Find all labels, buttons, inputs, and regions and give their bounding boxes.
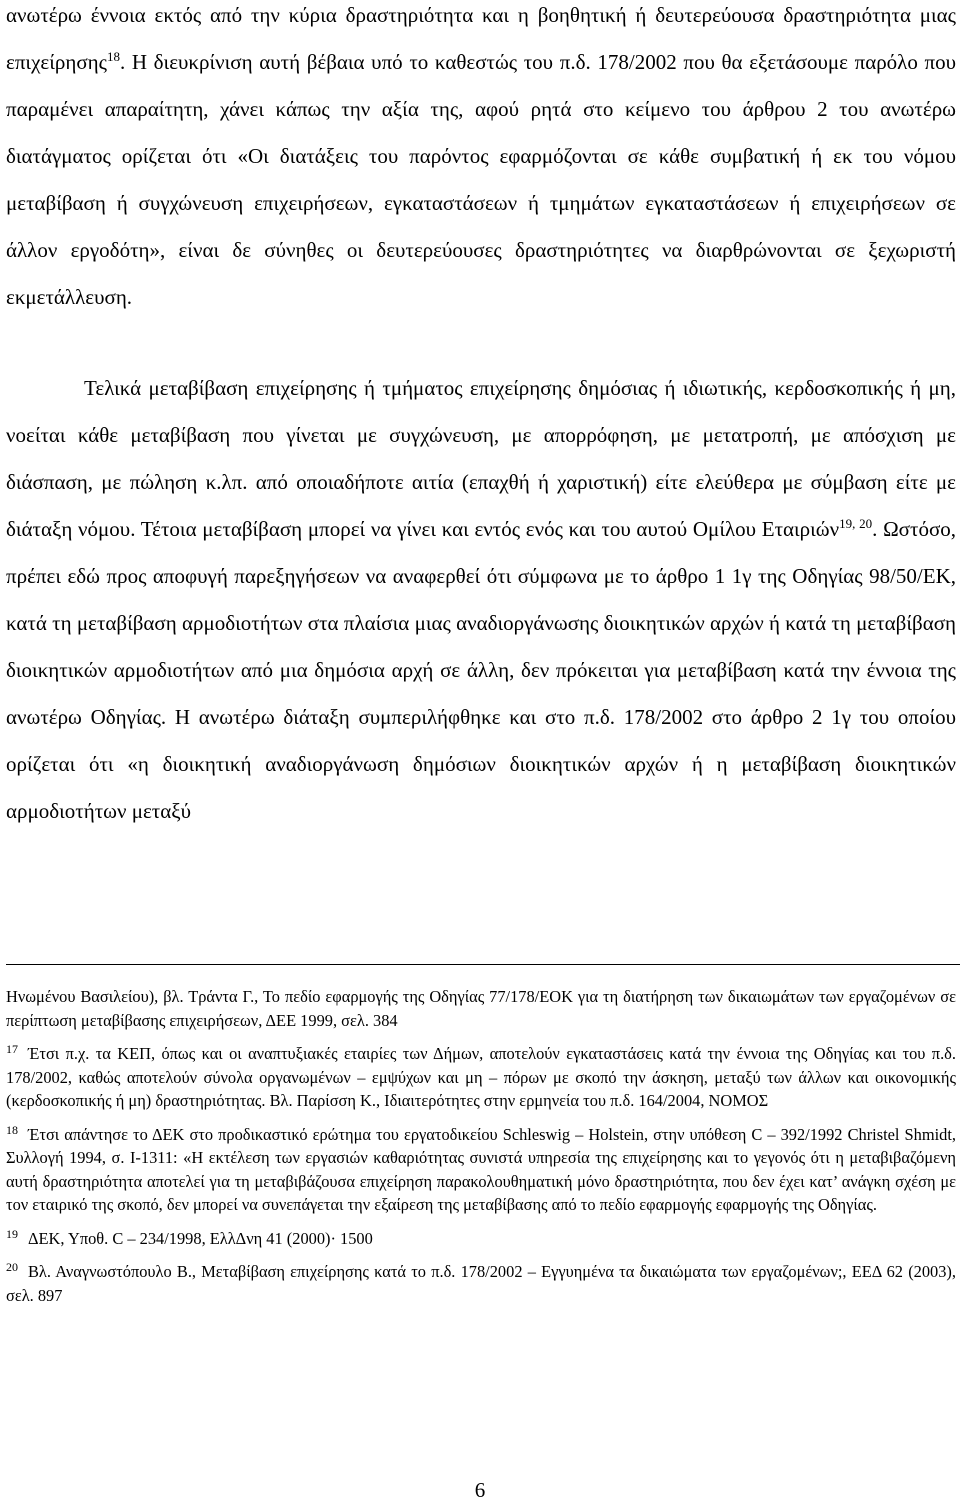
footnote xyxy=(6,1227,956,1251)
body-paragraph xyxy=(6,0,956,321)
footnotes xyxy=(6,985,956,1317)
footnote-number: 17 xyxy=(6,1042,18,1056)
body-paragraph xyxy=(6,365,956,835)
footnote-number: 20 xyxy=(6,1260,18,1274)
footnote xyxy=(6,1260,956,1307)
paragraph-text: . Ωστόσο, πρέπει εδώ προς αποφυγή παρεξηγήσεων να αναφερθεί ότι σύμφωνα με το άρθρο 1 1γ της Οδηγίας 98/50/ΕΚ, κατά τη μεταβίβαση αρμοδιοτήτων στα πλαίσια μιας αναδιοργάνωσης διοικητικών αρχών ή κατά τη μεταβίβαση διοικητικών αρμοδιοτήτων από μια δημόσια αρχή σε άλλη, δεν πρόκειται για μεταβίβαση κατά την έννοια της ανωτέρω Οδηγίας. Η ανωτέρω διάταξη συμπεριλήφθηκε και στο π.δ. 178/2002 στο άρθρο 2 1γ του οποίου ορίζεται ότι «η διοικητική αναδιοργάνωση δημόσιων διοικητικών αρχών ή η μεταβίβαση διοικητικών αρμοδιοτήτων μεταξύ xyxy=(6,517,957,823)
footnote-continued: Ηνωμένου Βασιλείου), βλ. Τράντα Γ., Το πεδίο εφαρμογής της Οδηγίας 77/178/ΕΟΚ για τη διατήρηση των δικαιωμάτων των εργαζομένων σε περίπτωση μεταβίβασης επιχειρήσεων, ΔΕΕ 1999, σελ. 384 xyxy=(6,987,956,1030)
paragraph-text: ανωτέρω έννοια εκτός από την κύρια δραστηριότητα και η βοηθητική ή δευτερεύουσα δραστηριότητα μιας επιχείρησης xyxy=(6,3,956,74)
footnote-number: 18 xyxy=(6,1122,18,1137)
footnote-reference: 18 xyxy=(106,49,120,64)
footnote-text: ΔΕΚ, Υποθ. C – 234/1998, ΕλλΔνη 41 (2000)· 1500 xyxy=(28,1228,373,1248)
paragraph-text: Τελικά μεταβίβαση επιχείρησης ή τμήματος επιχείρησης δημόσιας ή ιδιωτικής, κερδοσκοπικής ή μη, νοείται κάθε μεταβίβαση που γίνεται με συγχώνευση, με απορρόφηση, με μετατροπή, με απόσχιση με διάσπαση, με πώληση κ.λπ. από οποιαδήποτε αιτία (επαχθή ή χαριστική) είτε ελεύθερα με σύμβαση είτε με διάταξη νόμου. Τέτοια μεταβίβαση μπορεί να γίνει και εντός ενός και του αυτού Ομίλου Εταιριών xyxy=(6,376,956,541)
footnote-separator xyxy=(6,964,960,965)
footnote xyxy=(6,1042,956,1113)
footnote-reference: 19, 20 xyxy=(839,516,873,531)
paragraph-text: . Η διευκρίνιση αυτή βέβαια υπό το καθεστώς του π.δ. 178/2002 που θα εξετάσουμε παρόλο που παραμένει απαραίτητη, χάνει κάπως την αξία της, αφού ρητά στο κείμενο του άρθρου 2 του ανωτέρω διατάγματος ορίζεται ότι «Οι διατάξεις του παρόντος εφαρμόζονται σε κάθε συμβατική ή εκ του νόμου μεταβίβαση ή συγχώνευση επιχειρήσεων, εγκαταστάσεων ή τμημάτων εγκαταστάσεων ή επιχειρήσεων σε άλλον εργοδότη», είναι δε σύνηθες οι δευτερεύουσες δραστηριότητες να διαρθρώνονται σε ξεχωριστή εκμετάλλευση. xyxy=(6,50,956,309)
page-number: 6 xyxy=(474,1478,486,1502)
footnote-text: Έτσι π.χ. τα ΚΕΠ, όπως και οι αναπτυξιακές εταιρίες των Δήμων, αποτελούν εγκαταστάσεις κατά την έννοια της Οδηγίας και του π.δ. 178/2002, καθώς αποτελούν σύνολα οργανωμένων – εμψύχων και μη – πόρων με σκοπό την άσκηση, μεταξύ των άλλων και οικονομικής (κερδοσκοπικής ή μη) δραστηριότητας. Βλ. Παρίσση Κ., Ιδιαιτερότητες στην ερμηνεία του π.δ. 164/2004, ΝΟΜΟΣ xyxy=(6,1044,956,1110)
footnote-text: Έτσι απάντησε το ΔΕΚ στο προδικαστικό ερώτημα του εργατοδικείου Schleswig – Holstein, στην υπόθεση C – 392/1992 Christel Shmidt, Συλλογή 1994, σ. I-1311: «Η εκτέλεση των εργασιών καθαριότητας συνιστά υπηρεσία της επιχείρησης και το γεγονός ότι η μεταβιβαζόμενη αυτή δραστηριότητα αποτελεί για τη μεταβιβάζουσα επιχείρηση παρακολουθηματική μόνο δραστηριότητα, που δεν έχει κατ’ ανάγκη σχέση με τον εταιρικό της σκοπό, δεν μπορεί να συνεπάγεται την εξαίρεση της μεταβίβασης από το πεδίο εφαρμογής εφαρμογής της Οδηγίας. xyxy=(6,1124,956,1214)
footnote xyxy=(6,1123,956,1217)
footnote-text: Βλ. Αναγνωστόπουλο Β., Μεταβίβαση επιχείρησης κατά το π.δ. 178/2002 – Εγγυημένα τα δικαιώματα των εργαζομένων;, ΕΕΔ 62 (2003), σελ. 897 xyxy=(6,1262,956,1305)
footnote-number: 19 xyxy=(6,1226,18,1241)
